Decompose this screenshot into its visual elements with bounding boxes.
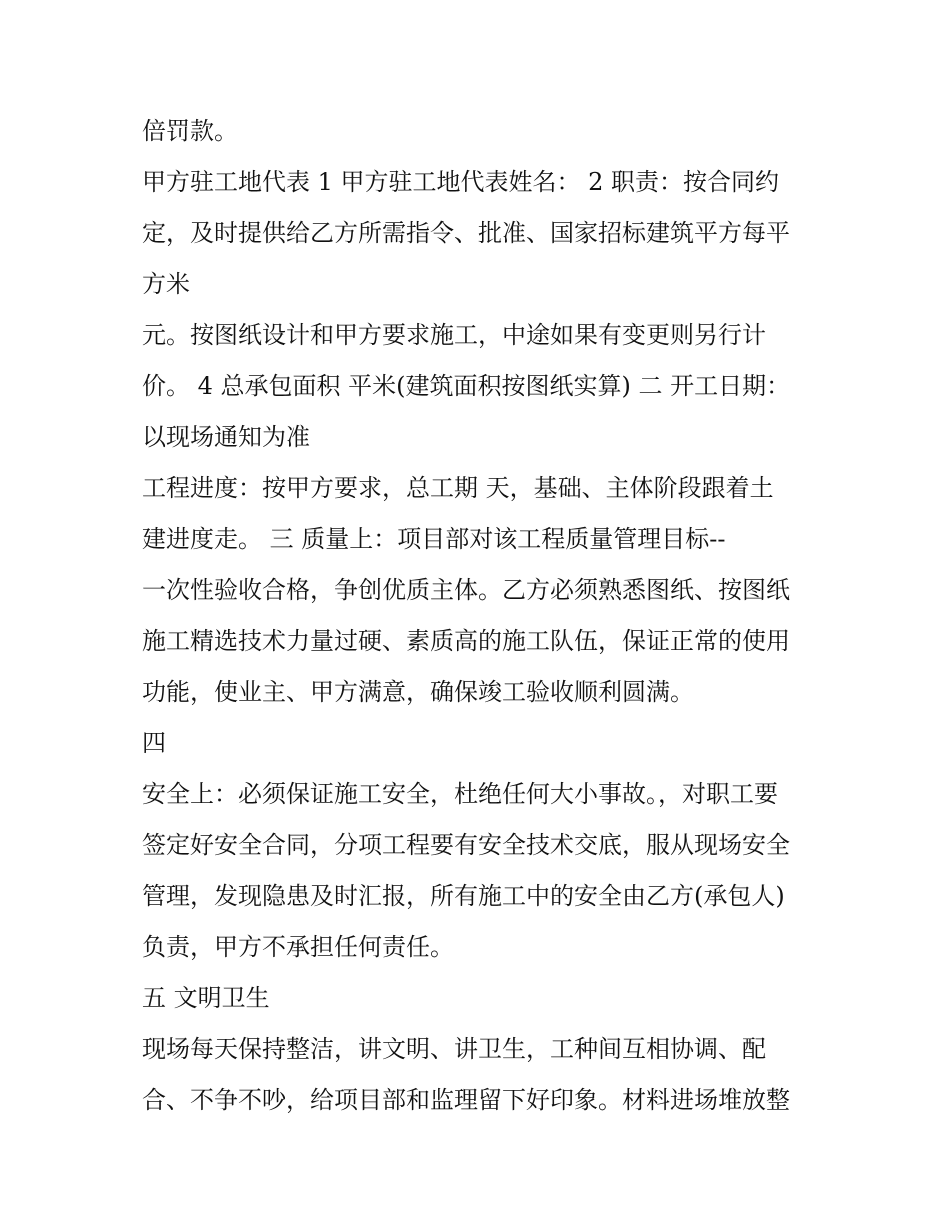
text-line: 安全上：必须保证施工安全，杜绝任何大小事故。，对职工要 bbox=[142, 780, 778, 808]
text-line: 元。按图纸设计和甲方要求施工，中途如果有变更则另行计 bbox=[142, 321, 766, 349]
text-line: 工程进度：按甲方要求，总工期 天，基础、主体阶段跟着土 bbox=[142, 474, 774, 502]
document-body bbox=[142, 106, 822, 1126]
text-line: 以现场通知为准 bbox=[142, 423, 310, 451]
text-line: 建进度走。 三 质量上：项目部对该工程质量管理目标-- bbox=[142, 525, 726, 553]
text-line: 现场每天保持整洁，讲文明、讲卫生，工种间互相协调、配 bbox=[142, 1035, 766, 1063]
text-line: 施工精选技术力量过硬、素质高的施工队伍，保证正常的使用 bbox=[142, 627, 790, 655]
text-line: 一次性验收合格，争创优质主体。乙方必须熟悉图纸、按图纸 bbox=[142, 576, 790, 604]
text-line: 负责，甲方不承担任何责任。 bbox=[142, 933, 454, 961]
text-line: 管理，发现隐患及时汇报，所有施工中的安全由乙方(承包人) bbox=[142, 882, 785, 910]
text-line: 价。 4 总承包面积 平米(建筑面积按图纸实算) 二 开工日期： bbox=[142, 372, 791, 400]
text-line: 签定好安全合同，分项工程要有安全技术交底，服从现场安全 bbox=[142, 831, 790, 859]
text-line: 四 bbox=[142, 729, 166, 757]
text-line: 方米 bbox=[142, 270, 190, 298]
text-line: 功能，使业主、甲方满意，确保竣工验收顺利圆满。 bbox=[142, 678, 694, 706]
text-line: 定，及时提供给乙方所需指令、批准、国家招标建筑平方每平 bbox=[142, 219, 790, 247]
text-line: 甲方驻工地代表 1 甲方驻工地代表姓名： 2 职责：按合同约 bbox=[142, 168, 780, 196]
text-line: 五 文明卫生 bbox=[142, 984, 270, 1012]
text-line: 倍罚款。 bbox=[142, 117, 238, 145]
text-line: 合、不争不吵，给项目部和监理留下好印象。材料进场堆放整 bbox=[142, 1086, 790, 1114]
